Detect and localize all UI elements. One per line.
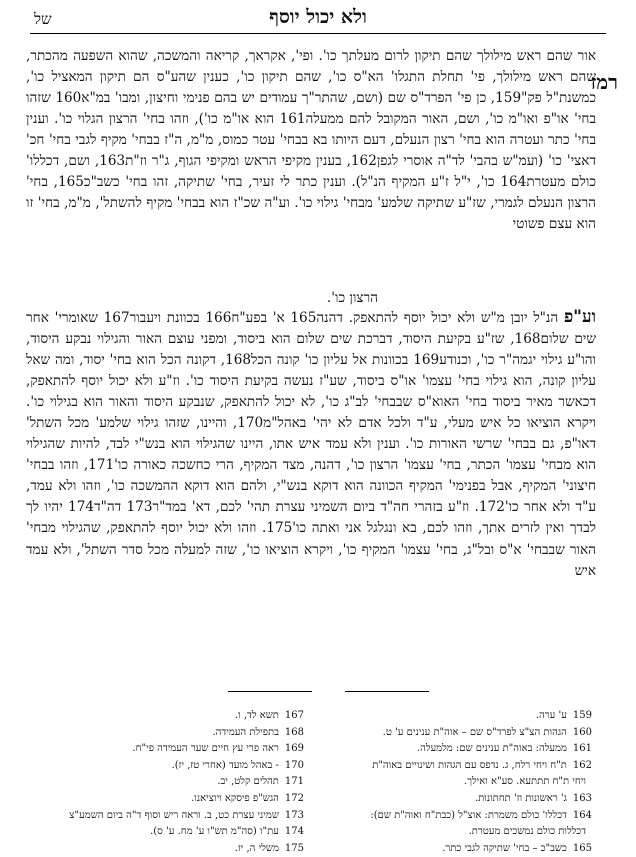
footnote-number: 174 [284,826,304,838]
footnote-number: 173 [284,809,304,821]
footnote [34,708,304,725]
footnote-number: 175 [284,842,304,854]
footnote-text: שמיני עצרת כט, ב. וראה ריש וסוף ד"ה ביום השמע"צ [69,809,279,821]
footnote [322,774,592,791]
paragraph-2-text: הנ"ל יובן מ"ש ולא יכול יוסף להתאפק. דהנה165 א' בפע"ח166 בכוונת ויעבור167 שאומרי' אחר שים שלום168, שז"ע בקיעת היסוד, דברכת שים שלום הוא ביסוד, ומפני עוצם האור והגילוי נבקע היסוד, והו"ע גילוי יגמה"ר כו', וכנודע169 בכוונות אל עליון כו' קונה הכל168, דקונה הכל הוא בחי' יסוד, ומה שאל עליון קונה, הוא גילוי בחי' עצמו' או"ס ביסוד, שע"ז נעשה בקיעת היסוד כו'. וז"ע ולא יכול יוסף להתאפק, דכאשר מאיר ביסוד בחי' האוא"ס שבבחי' לב"ג כו', לא יכול להתאפק, שנבקע היסוד והאור הוא בגילוי כו'. ויקרא הוציאו כל איש מעלי, ע"ד ולכל אדם לא יהי' באהל"מ170, והיינו, שזהו גילוי שלמע' מכל השתל' דאו"פ, גם בבחי' שרשי האורות כו'. וענין ולא עמד איש אתו, היינו שהגילוי הוא בנש"י לבד, להיות שהגילוי הוא מבחי' עצמו' הכתר, בחי' עצמו' הרצון כו', דהנה, מצד המקיף, הרי כחשכה כאורה כו'171, וזהו בבחי' חיצוני' המקיף, אבל בפנימי' המקיף הכוונה הוא דוקא בנש"י, ולהם הוא דוקא ההמשכה כו', וזהו ולא עמד, ע"ד ולא אחר כו'172. וז"ע בזהרי חה"ד ביום השמיני עצרת תהי' לכם, דא' במד"ר173 דה"ד174 יהיו לך לבדך ואין לזרים אתך, וזהו לכם, בא ונגלגל אני ואתה כו'175. וזהו ולא יכול יוסף להתאפק, שהגילוי מבחי' האור שבבחי' א"ס ובל"ג, בחי' עצמו' המקיף כו', ויקרא הוציאו כו', שזה למעלה מכל סדר השתל', ולא עמד איש [26,310,596,579]
footnote-number: 169 [284,743,304,755]
footnote [322,708,592,725]
footnote-number: 172 [284,792,304,804]
footnote-number: 160 [572,726,592,738]
footnote-text: הגהות הצ"צ לפרד"ס שם – אוה"ת ענינים ע' ט. [382,726,567,738]
header-prefix: של [34,10,52,28]
footnote-number: 164 [572,809,592,821]
page-title: ולא יכול יוסף [269,6,367,28]
footnote-text: - באהל מועד (אחרי טז, יז). [171,759,279,771]
header-rule [30,33,606,34]
footnote-number: 159 [572,710,592,721]
footnote [322,791,592,808]
footnote [34,824,304,841]
footnote-text: ג' ראשונות וז' תחתונות. [475,792,567,804]
footnote-number: 161 [572,743,592,755]
footnote [322,824,592,841]
footnote [322,758,592,775]
footnote-text: ע' ערה. [535,710,567,721]
footnote-text: ראה פרי עץ חיים שער העמידה פי"ח. [132,743,279,755]
footnote-text: הגש"פ פיסקא ויוציאנו. [191,792,279,804]
footnote [322,725,592,742]
footnote-text: ויחי ת"ח תתתעא. סע"א ואילך. [463,776,586,788]
footnotes-left-column [34,708,304,857]
paragraph-1-last-line: הרצון כו'. [326,290,378,306]
footnote-text: משלי ה, יז. [234,842,279,854]
margin-label: רמז [590,70,618,94]
footnote [34,791,304,808]
footnote-text: תהלים קלט, יב. [217,776,279,788]
footnote-rule-left [228,691,312,692]
footnote [322,741,592,758]
footnote-number: 162 [572,759,592,771]
footnote-number: 167 [284,710,304,721]
footnote-rule-right [345,691,429,692]
footnote [322,841,592,857]
footnote-text: תשא לד, ו. [234,710,279,721]
footnote-number: 168 [284,726,304,738]
footnote-text: ממעלה: באוה"ת ענינים שם: מלמעלה. [416,743,567,755]
footnote [34,808,304,825]
footnote [34,725,304,742]
footnote-text: בתפילת העמידה. [212,726,279,738]
page-header [0,6,636,32]
footnote [34,758,304,775]
footnote [34,741,304,758]
footnotes-right-column [322,708,592,857]
footnote-number: 171 [284,776,304,788]
paragraph-1-text: אור שהם ראש מילולך שהם תיקון לרום מעלתך כו'. ופי', אקראך, קריאה והמשכה, שהוא השפעה מהכתר, שהם ראש מילולך, פי' תחלת התגלו' הא"ס כו', שהם תיקון כו', כענין שהע"ס הם תיקון המאציל כו', כמשנת"ל פק"159, כן פי' הפרד"ס שם (ושם, שהתר"ך עמודים יש בהם פנימי וחיצון, ומבו' במ"א160 שזהו בחי' או"פ ואו"מ כו', ושם, האור המקובל להם ממעלה161 הוא או"מ כו'), וזהו בחי' הרצון הגלוי כו'. וענין בחי' כתר ועטרה הוא בחי' רצון הנעלם, דעם היותו בא בבחי' עטר כמוס, מ"מ, ה"ז בבחי' מקיף לגבי בחי' חכ' דאצי' כו' (ועמ"ש בהבי' לד"ה אוסרי לגפן162, בענין מקיפי הראש ומקיפי הגוף, ג"ר וז"ת163, ושם, דכללו' כולם מעטרת164 כו', י"ל ז"ע המקיף הנ"ל). וענין כתר לי זעיר, בחי' שתיקה, זהו בחי' כשב"כ165, בחי' הרצון הנעלם לגמרי, שז"ע שתיקה שלמע' מבחי' גילוי כו'. וע"ה שכ"ז הוא בבחי' מקיף להשתל', מ"מ, בחי' זו הוא עצם פשוטי [26,48,596,233]
footnote-text: דכללות כולם נמשכים מעטרת. [468,826,586,838]
footnote [34,774,304,791]
footnote-number: 165 [572,842,592,854]
footnote-number: 170 [284,759,304,771]
footnote-text: דכללו' כולם משמרת: אוצ"ל (כבת"ח ואוה"ת שם): [370,809,567,821]
footnote-number: 163 [572,792,592,804]
footnote-text: כשב"כ – בחי' שתיקה לגבי כתר. [442,842,567,854]
footnote [322,808,592,825]
paragraph-2 [26,307,596,663]
paragraph-2-lead: וע"פ [563,307,596,327]
footnote-text: עת"ו (סה"מ תש"ו ע' מח. ע' ס). [150,826,279,838]
footnote-text: ת"ח ויחי רלח, ג. נדפס עם הגהות ושינויים באוה"ת [372,759,567,771]
footnote [34,841,304,857]
